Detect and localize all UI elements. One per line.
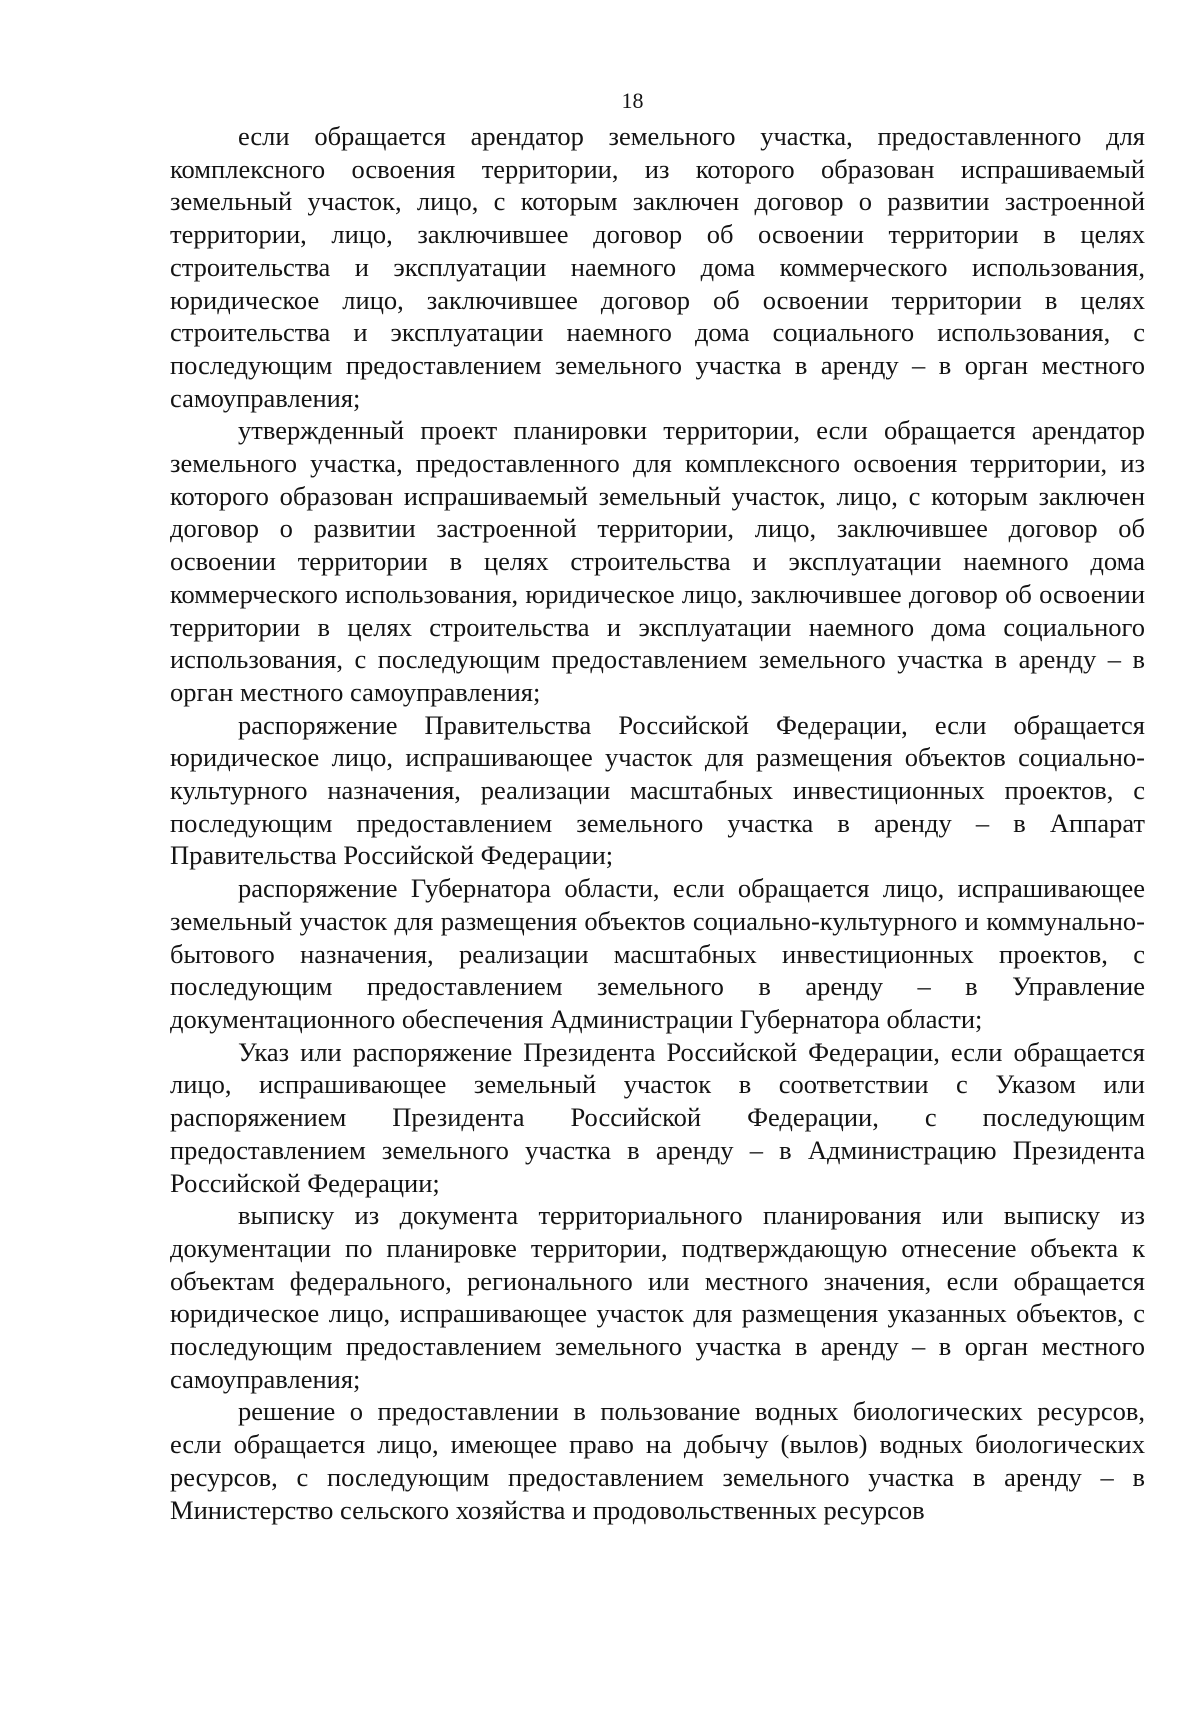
paragraph-governor-order: распоряжение Губернатора области, если обращается лицо, испрашивающее земельный участок для размещения объектов социально-культурного и коммунально-бытового назначения, реализации масштабных инвестиционных проектов, с последующим предоставлением земельного в аренду – в Управление документационного обеспечения Администрации Губернатора области;: [170, 873, 1145, 1034]
document-body: [170, 120, 1145, 1526]
paragraph-government-order: распоряжение Правительства Российской Федерации, если обращается юридическое лицо, испрашивающее участок для размещения объектов социально-культурного назначения, реализации масштабных инвестиционных проектов, с последующим предоставлением земельного участка в аренду – в Аппарат Правительства Российской Федерации;: [170, 709, 1145, 871]
page-number: 18: [621, 88, 644, 113]
paragraph-planning-extract: выписку из документа территориального планирования или выписку из документации по планировке территории, подтверждающую отнесение объекта к объектам федерального, регионального или местного значения, если обращается юридическое лицо, испрашивающее участок для размещения указанных объектов, с последующим предоставлением земельного участка в аренду – в орган местного самоуправления;: [170, 1200, 1145, 1394]
paragraph-territory-planning-project: утвержденный проект планировки территории, если обращается арендатор земельного участка, предоставленного для комплексного освоения территории, из которого образован испрашиваемый земельный участок, лицо, с которым заключен договор о развитии застроенной территории, лицо, заключившее договор об освоении территории в целях строительства и эксплуатации наемного дома коммерческого использования, юридическое лицо, заключившее договор об освоении территории в целях строительства и эксплуатации наемного дома социального использования, с последующим предоставлением земельного участка в аренду – в орган местного самоуправления;: [170, 415, 1145, 707]
paragraph-aquatic-resources: решение о предоставлении в пользование водных биологических ресурсов, если обращается лицо, имеющее право на добычу (вылов) водных биологических ресурсов, с последующим предоставлением земельного участка в аренду – в Министерство сельского хозяйства и продовольственных ресурсов: [170, 1396, 1145, 1525]
paragraph-president-decree: Указ или распоряжение Президента Российской Федерации, если обращается лицо, испрашивающее земельный участок в соответствии с Указом или распоряжением Президента Российской Федерации, с последующим предоставлением земельного участка в аренду – в Администрацию Президента Российской Федерации;: [170, 1036, 1145, 1198]
paragraph-renter-complex-development: если обращается арендатор земельного участка, предоставленного для комплексного освоения территории, из которого образован испрашиваемый земельный участок, лицо, с которым заключен договор о развитии застроенной территории, лицо, заключившее договор об освоении территории в целях строительства и эксплуатации наемного дома коммерческого использования, юридическое лицо, заключившее договор об освоении территории в целях строительства и эксплуатации наемного дома социального использования, с последующим предоставлением земельного участка в аренду – в орган местного самоуправления;: [170, 121, 1145, 413]
